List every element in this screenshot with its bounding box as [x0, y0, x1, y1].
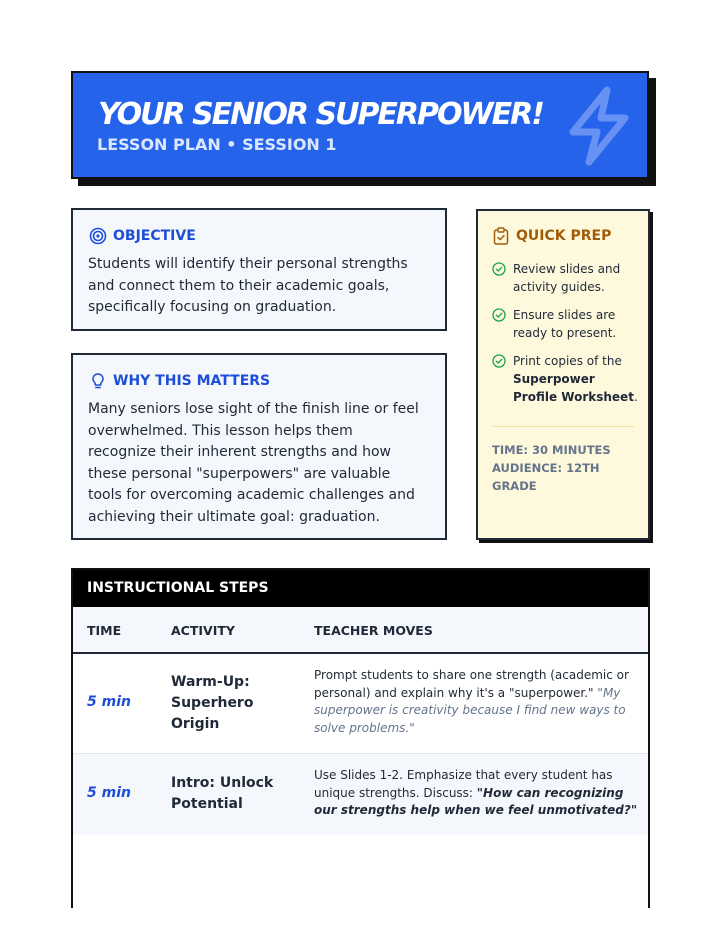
sample-quote: "My superpower is creativity because I find new ways to solve problems." — [314, 685, 626, 735]
column-header-teacher-moves: TEACHER MOVES — [314, 623, 433, 638]
page-subtitle: LESSON PLAN • SESSION 1 — [97, 135, 337, 154]
objective-text: Students will identify their personal strengths and connect them to their academic goals, specifically focusing on graduation. — [88, 256, 408, 315]
table-row — [73, 754, 648, 835]
prep-item-text: Review slides and activity guides. — [513, 262, 621, 294]
header-banner — [71, 71, 649, 179]
page-title: YOUR SENIOR SUPERPOWER! — [98, 97, 543, 132]
step-time: 5 min — [87, 694, 131, 710]
target-icon — [89, 227, 107, 245]
why-matters-text: Many seniors lose sight of the finish line or feel overwhelmed. This lesson helps them recognize their inherent strengths and how these personal "superpowers" are valuable tools for overcoming academic challenges and achieving their ultimate goal: graduation. — [88, 401, 419, 525]
lightbulb-icon — [89, 372, 107, 390]
steps-title: INSTRUCTIONAL STEPS — [73, 570, 648, 607]
why-matters-header — [89, 372, 270, 390]
worksheet-name: Superpower Profile Worksheet — [513, 372, 634, 404]
quick-prep-header — [493, 227, 611, 245]
lesson-audience: AUDIENCE: 12TH GRADE — [492, 461, 600, 493]
lightning-bolt-icon — [559, 84, 639, 168]
table-row — [73, 654, 648, 754]
why-matters-label: WHY THIS MATTERS — [113, 373, 271, 389]
step-activity: Intro: Unlock Potential — [171, 775, 274, 812]
lesson-time: TIME: 30 MINUTES — [492, 443, 611, 457]
prep-item — [492, 306, 642, 342]
step-time: 5 min — [87, 785, 131, 801]
check-circle-icon — [492, 308, 506, 322]
clipboard-check-icon — [493, 227, 509, 245]
objective-header — [89, 227, 196, 245]
quick-prep-list — [492, 260, 642, 416]
step-teacher-moves: Prompt students to share one strength (academic or personal) and explain why it's a "superpower." "My superpower is creativity because I find new ways to solve problems." — [314, 668, 629, 735]
quick-prep-label: QUICK PREP — [516, 228, 612, 244]
prep-item-text: Ensure slides are ready to present. — [513, 308, 617, 340]
objective-card — [71, 208, 447, 331]
step-teacher-moves: Use Slides 1-2. Emphasize that every student has unique strengths. Discuss: "How can recognizing our strengths help when we feel unmotivated?" — [314, 768, 638, 817]
table-header-row — [73, 607, 648, 654]
discussion-question: "How can recognizing our strengths help when we feel unmotivated?" — [314, 785, 638, 817]
instructional-steps-table — [71, 568, 650, 908]
prep-item — [492, 260, 642, 296]
prep-item-text: Print copies of the Superpower Profile Worksheet. — [513, 354, 638, 404]
quick-prep-panel — [476, 209, 650, 540]
objective-label: OBJECTIVE — [113, 228, 196, 244]
column-header-time: TIME — [87, 623, 122, 638]
check-circle-icon — [492, 354, 506, 368]
prep-item — [492, 352, 642, 406]
why-matters-card — [71, 353, 447, 540]
check-circle-icon — [492, 262, 506, 276]
prep-divider — [492, 426, 634, 427]
step-activity: Warm-Up: Superhero Origin — [171, 674, 254, 732]
prep-meta — [492, 441, 642, 495]
column-header-activity: ACTIVITY — [171, 623, 235, 638]
